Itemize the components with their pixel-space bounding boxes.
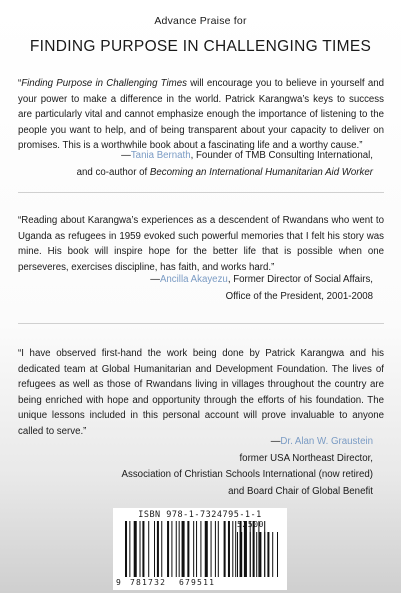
- reviewer-name: Tania Bernath: [130, 150, 191, 161]
- reviewer-name: Ancilla Akayezu: [159, 274, 228, 285]
- praise-quote-1: “Finding Purpose in Challenging Times will encourage you to believe in yourself and your power to make a difference in the world. Patrick Karangwa’s keys to success are particularly vital and cannot emphasize enough the importance of listening to the people you want to help, and of being transparent about your capacity to deliver on promises. This is a worthwhile book about a fascinating life and a worthy cause.”: [18, 78, 384, 151]
- divider: [18, 323, 384, 324]
- advance-praise-label: Advance Praise for: [154, 15, 247, 27]
- reviewer-name: Dr. Alan W. Graustein: [280, 436, 373, 447]
- praise-attribution-1: —Tania Bernath, Founder of TMB Consulting International, and co-author of Becoming an International Humanitarian Aid Worker: [76, 150, 373, 178]
- divider: [18, 192, 384, 193]
- praise-attribution-3: —Dr. Alan W. Graustein former USA Northeast Director, Association of Christian Schools International (now retired) and Board Chair of Global Benefit: [121, 436, 373, 497]
- praise-quote-3: “I have observed first-hand the work being done by Patrick Karangwa and his dedicated team at Global Humanitarian and Development Foundation. The lives of refugees as well as those of Rwandans living in villages throughout the country are being enriched with hope and opportunity through the efforts of his foundation. The unique lessons included in this personal account will prove invaluable to anyone called to serve.”: [18, 348, 384, 437]
- praise-quote-2: “Reading about Karangwa’s experiences as a descendent of Rwandans who went to Uganda as refugees in 1959 evoked such powerful memories that I felt his story was mine. His book will inspire hope for the better life that is possible when one perseveres, exercises discipline, has faith, and works hard.”: [18, 215, 384, 273]
- price-code: 52500: [237, 520, 265, 529]
- isbn-barcode: ISBN 978-1-7324795-1-1 52500 9 781732 679511: [113, 508, 287, 590]
- praise-attribution-2: —Ancilla Akayezu, Former Director of Social Affairs, Office of the President, 2001-2008: [150, 274, 373, 302]
- book-title: FINDING PURPOSE IN CHALLENGING TIMES: [29, 38, 372, 55]
- quoted-book-title: Finding Purpose in Challenging Times: [21, 78, 187, 89]
- isbn-label: ISBN 978-1-7324795-1-1: [138, 510, 262, 520]
